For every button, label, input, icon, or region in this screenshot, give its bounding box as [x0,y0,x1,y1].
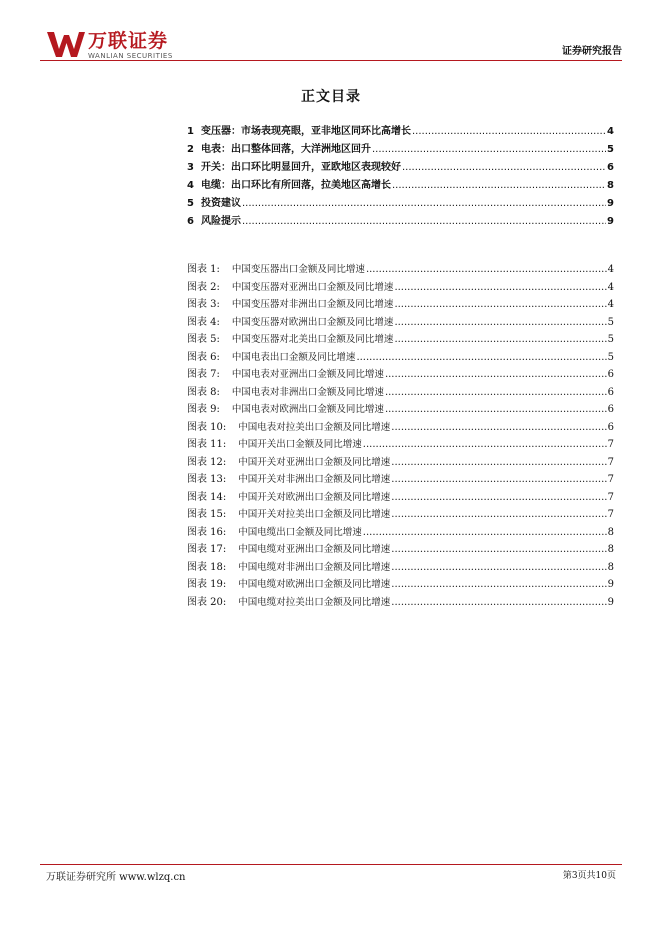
figure-leader-dots [391,544,606,555]
figure-entry-title[interactable]: 中国开关对欧洲出口金额及同比增速 [238,491,391,503]
figure-entry-label: 图表 2: [187,281,220,293]
figure-entry-label: 图表 12: [187,456,227,468]
toc-entry-title[interactable]: 投资建议 [201,198,241,209]
toc-entry[interactable] [187,140,614,158]
figure-entry-title[interactable]: 中国变压器对北美出口金额及同比增速 [231,334,394,345]
figure-entry-page: 8 [607,526,614,538]
figure-entry-title[interactable]: 中国开关对拉美出口金额及同比增速 [238,509,391,520]
figure-entry-label: 图表 15: [187,509,227,520]
figure-entry-title[interactable]: 中国电表对拉美出口金额及同比增速 [238,421,391,433]
footer-divider [40,864,622,865]
figure-leader-dots [394,282,606,293]
toc-leader-dots [392,180,606,191]
figure-leader-dots [391,457,606,468]
report-type-label: 证券研究报告 [562,46,622,57]
figure-entry-page: 7 [607,474,614,485]
figure-entry[interactable] [187,260,614,278]
toc-entry-page: 6 [607,162,614,173]
toc-entry[interactable] [187,176,614,194]
toc-entry-number: 1 [187,126,194,137]
figure-entry-title[interactable]: 中国变压器对欧洲出口金额及同比增速 [231,316,394,328]
wanlian-logo-icon [46,30,86,58]
figure-entry-title[interactable]: 中国电表对非洲出口金额及同比增速 [231,386,384,398]
figure-entry[interactable] [187,523,614,541]
figure-leader-dots [391,579,606,590]
figure-entry[interactable] [187,348,614,366]
page-header [40,24,622,60]
toc-leader-dots [242,216,606,227]
figure-entry-title[interactable]: 中国变压器对非洲出口金额及同比增速 [231,299,394,310]
figure-entry-title[interactable]: 中国电缆对非洲出口金额及同比增速 [238,561,391,573]
figure-entry-page: 7 [607,439,614,450]
figure-entry[interactable] [187,365,614,383]
toc-entry-title[interactable]: 变压器：市场表现亮眼，亚非地区同环比高增长 [201,126,411,137]
figure-leader-dots [356,352,606,363]
figure-entry-page: 9 [607,596,614,608]
toc-entry-page: 4 [607,126,614,137]
header-divider [40,60,622,61]
figure-entry[interactable] [187,418,614,436]
figure-entry-page: 6 [607,386,614,398]
figure-leader-dots [385,404,607,415]
figure-entry[interactable] [187,470,614,488]
toc-leader-dots [412,126,606,137]
figure-entry[interactable] [187,540,614,558]
figure-leader-dots [391,492,606,503]
figure-entry[interactable] [187,558,614,576]
toc-leader-dots [372,144,606,155]
figure-entry[interactable] [187,295,614,313]
figure-leader-dots [363,439,607,450]
figure-entry-title[interactable]: 中国电表对亚洲出口金额及同比增速 [231,369,384,380]
figure-entry[interactable] [187,313,614,331]
figure-entry-label: 图表 14: [187,491,227,503]
figure-entry-label: 图表 8: [187,386,220,398]
figure-leader-dots [391,474,606,485]
figure-entry-title[interactable]: 中国电表出口金额及同比增速 [231,351,356,363]
table-of-contents [187,122,614,230]
figure-index [187,260,614,610]
figure-entry-label: 图表 1: [187,264,220,275]
page-number: 第3页共10页 [562,871,616,881]
figure-entry-title[interactable]: 中国电表对欧洲出口金额及同比增速 [231,404,384,415]
figure-entry[interactable] [187,505,614,523]
figure-entry-page: 6 [607,369,614,380]
figure-entry[interactable] [187,593,614,611]
figure-entry-page: 9 [607,579,614,590]
figure-leader-dots [394,317,606,328]
figure-entry-page: 6 [607,404,614,415]
toc-entry-number: 4 [187,180,194,191]
figure-entry-label: 图表 16: [187,526,227,538]
figure-entry-page: 4 [607,264,614,275]
toc-entry-title[interactable]: 风险提示 [201,216,241,227]
toc-leader-dots [242,198,606,209]
figure-entry-title[interactable]: 中国电缆对拉美出口金额及同比增速 [238,596,391,608]
figure-entry[interactable] [187,383,614,401]
figure-entry-title[interactable]: 中国变压器对亚洲出口金额及同比增速 [231,281,394,293]
toc-leader-dots [402,162,606,173]
toc-entry-page: 9 [607,216,614,227]
logo-chinese-name: 万联证券 [88,30,169,52]
figure-leader-dots [391,509,606,520]
toc-entry[interactable] [187,212,614,230]
figure-entry-page: 8 [607,561,614,573]
toc-entry-number: 5 [187,198,194,209]
figure-entry-page: 7 [607,456,614,468]
figure-leader-dots [385,369,607,380]
figure-entry-page: 5 [607,334,614,345]
figure-entry-page: 5 [607,351,614,363]
toc-entry[interactable] [187,194,614,212]
figure-entry-page: 4 [607,299,614,310]
figure-leader-dots [394,334,606,345]
toc-entry-page: 5 [607,144,614,155]
toc-entry-title[interactable]: 电表：出口整体回落，大洋洲地区回升 [201,144,371,155]
figure-entry-label: 图表 18: [187,561,227,573]
toc-entry-number: 6 [187,216,194,227]
figure-entry[interactable] [187,278,614,296]
toc-entry-number: 2 [187,144,194,155]
figure-entry-label: 图表 17: [187,544,227,555]
toc-entry-page: 8 [607,180,614,191]
toc-entry-number: 3 [187,162,194,173]
figure-entry[interactable] [187,400,614,418]
footer-source: 万联证券研究所 www.wlzq.cn [46,872,186,883]
figure-leader-dots [363,527,607,538]
figure-entry-label: 图表 20: [187,596,227,608]
figure-entry[interactable] [187,575,614,593]
figure-entry-label: 图表 9: [187,404,220,415]
figure-entry-label: 图表 13: [187,474,227,485]
figure-leader-dots [391,562,606,573]
figure-entry-label: 图表 19: [187,579,227,590]
toc-title: 正文目录 [301,89,361,105]
figure-entry-label: 图表 3: [187,299,220,310]
figure-entry-title[interactable]: 中国开关出口金额及同比增速 [238,439,362,450]
figure-leader-dots [391,422,606,433]
toc-entry-page: 9 [607,198,614,209]
toc-entry[interactable] [187,158,614,176]
figure-leader-dots [391,597,606,608]
figure-entry-label: 图表 4: [187,316,220,328]
figure-entry-title[interactable]: 中国电缆出口金额及同比增速 [238,526,362,538]
figure-entry[interactable] [187,453,614,471]
figure-entry-page: 8 [607,544,614,555]
figure-entry-title[interactable]: 中国变压器出口金额及同比增速 [231,264,365,275]
figure-entry-title[interactable]: 中国开关对非洲出口金额及同比增速 [238,474,391,485]
logo-english-name: WANLIAN SECURITIES [88,52,173,60]
figure-entry[interactable] [187,488,614,506]
figure-entry-label: 图表 11: [187,439,227,450]
figure-entry-label: 图表 5: [187,334,220,345]
figure-entry-page: 4 [607,281,614,293]
toc-entry-title[interactable]: 电缆：出口环比有所回落，拉美地区高增长 [201,180,391,191]
figure-entry-label: 图表 10: [187,421,227,433]
company-logo [46,30,196,62]
toc-entry-title[interactable]: 开关：出口环比明显回升，亚欧地区表现较好 [201,162,401,173]
figure-entry-page: 7 [607,509,614,520]
figure-entry-page: 5 [607,316,614,328]
figure-entry[interactable] [187,330,614,348]
figure-entry[interactable] [187,435,614,453]
figure-entry-title[interactable]: 中国开关对亚洲出口金额及同比增速 [238,456,391,468]
toc-entry[interactable] [187,122,614,140]
figure-leader-dots [366,264,607,275]
figure-entry-title[interactable]: 中国电缆对欧洲出口金额及同比增速 [238,579,391,590]
figure-entry-label: 图表 6: [187,351,220,363]
figure-leader-dots [394,299,606,310]
figure-leader-dots [385,387,607,398]
figure-entry-page: 7 [607,491,614,503]
figure-entry-page: 6 [607,421,614,433]
figure-entry-title[interactable]: 中国电缆对亚洲出口金额及同比增速 [238,544,391,555]
figure-entry-label: 图表 7: [187,369,220,380]
